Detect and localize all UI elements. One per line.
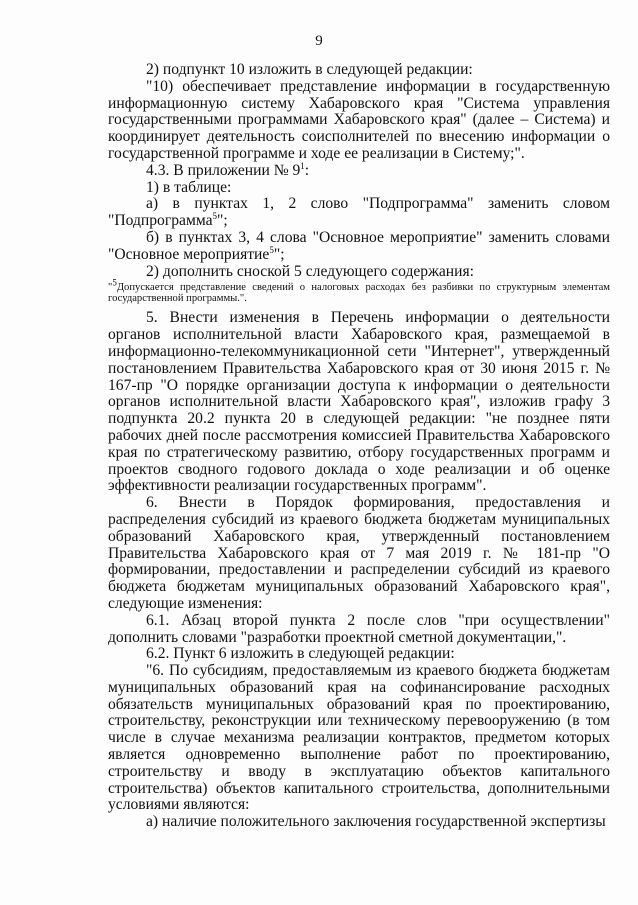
paragraph: 6. Внести в Порядок формирования, предоставления и распределения субсидий из краевого бюджета бюджетам муниципальных образований Хабаровского края, утвержденный постановлением Правительства Хабаровского края от 7 мая 2019 г. № 181-пр "О формировании, предоставлении и распределении субсидий из краевого бюджета бюджетам муниципальных образований Хабаровского края", следующие изменения:: [108, 494, 610, 612]
page-number: 9: [315, 33, 323, 49]
footnote-text: [108, 277, 610, 305]
paragraph: 6.1. Абзац второй пункта 2 после слов "при осуществлении" дополнить словами "разработки проектной сметной документации,".: [108, 611, 610, 646]
paragraph: "10) обеспечивает представление информации в государственную информационную систему Хабаровского края "Система управления государственными программами Хабаровского края" (далее – Система) и координирует деятельность соисполнителей по внесению информации о государственной программе и ходе ее реализации в Систему;".: [108, 77, 610, 162]
superscript: 5: [269, 244, 274, 255]
superscript: 5: [112, 277, 117, 288]
paragraph-text: а) в пунктах 1, 2 слово "Подпрограмма" заменить словом "Подпрограмма: [108, 195, 610, 230]
superscript: 5: [212, 210, 218, 221]
paragraph-text: ";: [217, 212, 228, 230]
document-body: [108, 62, 610, 831]
paragraph-text: Допускается представление сведений о налоговых расходах без разбивки по структурным элементам государственной программы.".: [108, 282, 610, 305]
paragraph: [108, 196, 610, 230]
paragraph: а) наличие положительного заключения государственной экспертизы: [146, 813, 606, 831]
paragraph: 2) дополнить сноской 5 следующего содержания:: [146, 262, 474, 280]
paragraph: 2) подпункт 10 изложить в следующей редакции:: [146, 61, 473, 78]
paragraph-text: 4.3. В приложении № 9: [146, 161, 301, 179]
paragraph: "6. По субсидиям, предоставляемым из краевого бюджета бюджетам муниципальных образований края на софинансирование расходных обязательств муниципальных образований края по проектированию, строительству, реконструкции или техническому перевооружению (в том числе в случае механизма реализации контрактов, предметом которых является одновременно выполнение работ по проектированию, строительству и вводу в эксплуатацию объектов капитального строительства) объектов капитального строительства, дополнительными условиями являются:: [108, 662, 610, 814]
superscript: 1: [300, 160, 305, 171]
paragraph: [108, 160, 610, 180]
paragraph-text: :: [304, 161, 310, 179]
paragraph: 1) в таблице:: [146, 178, 232, 196]
paragraph: 6.2. Пункт 6 изложить в следующей редакции:: [146, 645, 455, 663]
paragraph: 5. Внести изменения в Перечень информации о деятельности органов исполнительной власти Хабаровского края, размещаемой в информационно-телекоммуникационной сети "Интернет", утвержденный постановлением Правительства Хабаровского края от 30 июня 2015 г. № 167-пр "О порядке организации доступа к информации о деятельности органов исполнительной власти Хабаровского края", изложив графу 3 подпункта 20.2 пункта 20 в следующей редакции: "не позднее пяти рабочих дней после рассмотрения комиссией Правительства Хабаровского края по стратегическому развитию, отбору государственных программ и проектов сводного годового доклада о ходе реализации и об оценке эффективности реализации государственных программ".: [108, 309, 610, 495]
paragraph: [108, 230, 610, 264]
paragraph-text: ";: [273, 245, 285, 263]
paragraph-text: ": [108, 282, 113, 294]
paragraph-text: б) в пунктах 3, 4 слова "Основное мероприятие" заменить словами "Основное мероприятие: [108, 228, 610, 263]
